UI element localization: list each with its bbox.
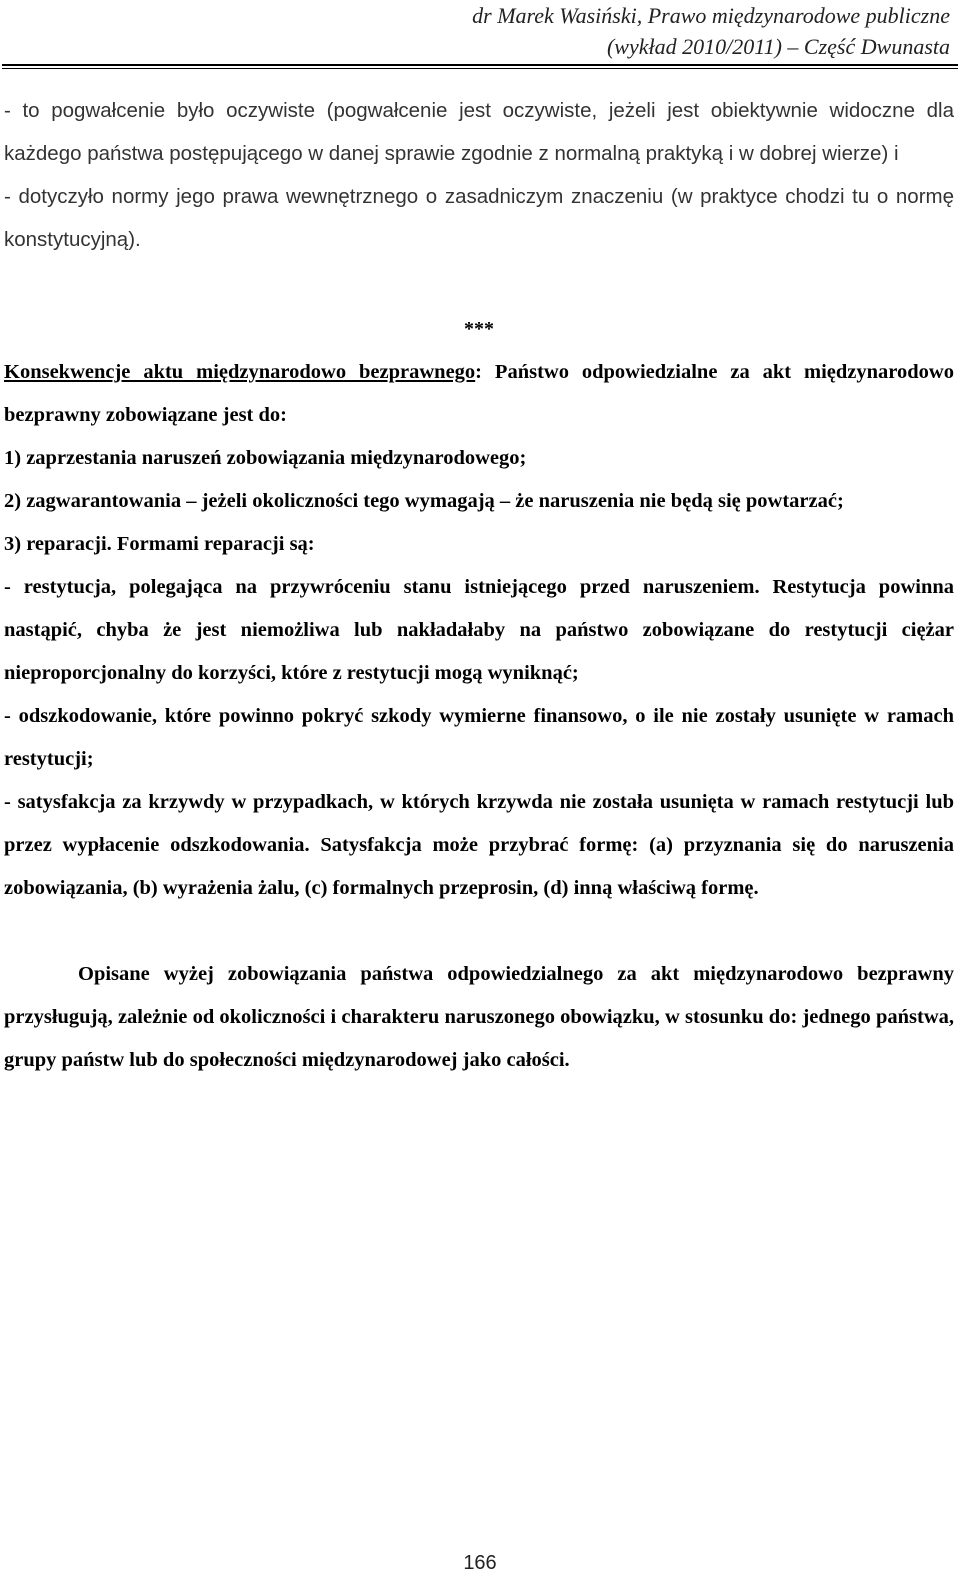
header-title-line: dr Marek Wasiński, Prawo międzynarodowe publiczne xyxy=(472,3,950,28)
list-item-cessation: 1) zaprzestania naruszeń zobowiązania międzynarodowego; xyxy=(4,447,527,469)
page-header xyxy=(190,0,950,62)
intro-text: : Państwo odpowiedzialne za akt międzynarodowo bezprawny zobowiązane jest do: xyxy=(4,361,954,426)
paragraph-condition-norm: - dotyczyło normy jego prawa wewnętrznego o zasadniczym znaczeniu (w praktyce chodzi tu o normę konstytucyjną). xyxy=(4,185,954,251)
page-number: 166 xyxy=(463,1552,497,1574)
section-heading: Konsekwencje aktu międzynarodowo bezprawnego xyxy=(4,361,476,383)
header-divider-thin xyxy=(2,68,958,69)
paragraph-consequences-intro xyxy=(4,351,954,437)
header-divider xyxy=(2,64,958,66)
section-separator: *** xyxy=(464,318,494,340)
paragraph-restitution: - restytucja, polegająca na przywróceniu stanu istniejącego przed naruszeniem. Restytucja powinna nastąpić, chyba że jest niemożliwa lub nakładałaby na państwo zobowiązane do restytucji ciężar nieproporcjonalny do korzyści, które z restytucji mogą wyniknąć; xyxy=(4,576,954,684)
document-body xyxy=(4,89,954,1082)
header-subtitle-line: (wykład 2010/2011) – Część Dwunasta xyxy=(606,34,950,59)
paragraph-satisfaction: - satysfakcja za krzywdy w przypadkach, w których krzywda nie została usunięta w ramach restytucji lub przez wypłacenie odszkodowania. Satysfakcja może przybrać formę: (a) przyznania się do naruszenia zobowiązania, (b) wyrażenia żalu, (c) formalnych przeprosin, (d) inną właściwą formę. xyxy=(4,791,954,899)
paragraph-compensation: - odszkodowanie, które powinno pokryć szkody wymierne finansowo, o ile nie zostały usunięte w ramach restytucji; xyxy=(4,705,954,770)
list-item-reparation: 3) reparacji. Formami reparacji są: xyxy=(4,533,315,555)
paragraph-condition-obvious: - to pogwałcenie było oczywiste (pogwałcenie jest oczywiste, jeżeli jest obiektywnie widoczne dla każdego państwa postępującego w danej sprawie zgodnie z normalną praktyką i w dobrej wierze) i xyxy=(4,99,954,165)
list-item-guarantees: 2) zagwarantowania – jeżeli okoliczności tego wymagają – że naruszenia nie będą się powtarzać; xyxy=(4,490,844,512)
paragraph-closing: Opisane wyżej zobowiązania państwa odpowiedzialnego za akt międzynarodowo bezprawny przysługują, zależnie od okoliczności i charakteru naruszonego obowiązku, w stosunku do: jednego państwa, grupy państw lub do społeczności międzynarodowej jako całości. xyxy=(4,963,954,1071)
